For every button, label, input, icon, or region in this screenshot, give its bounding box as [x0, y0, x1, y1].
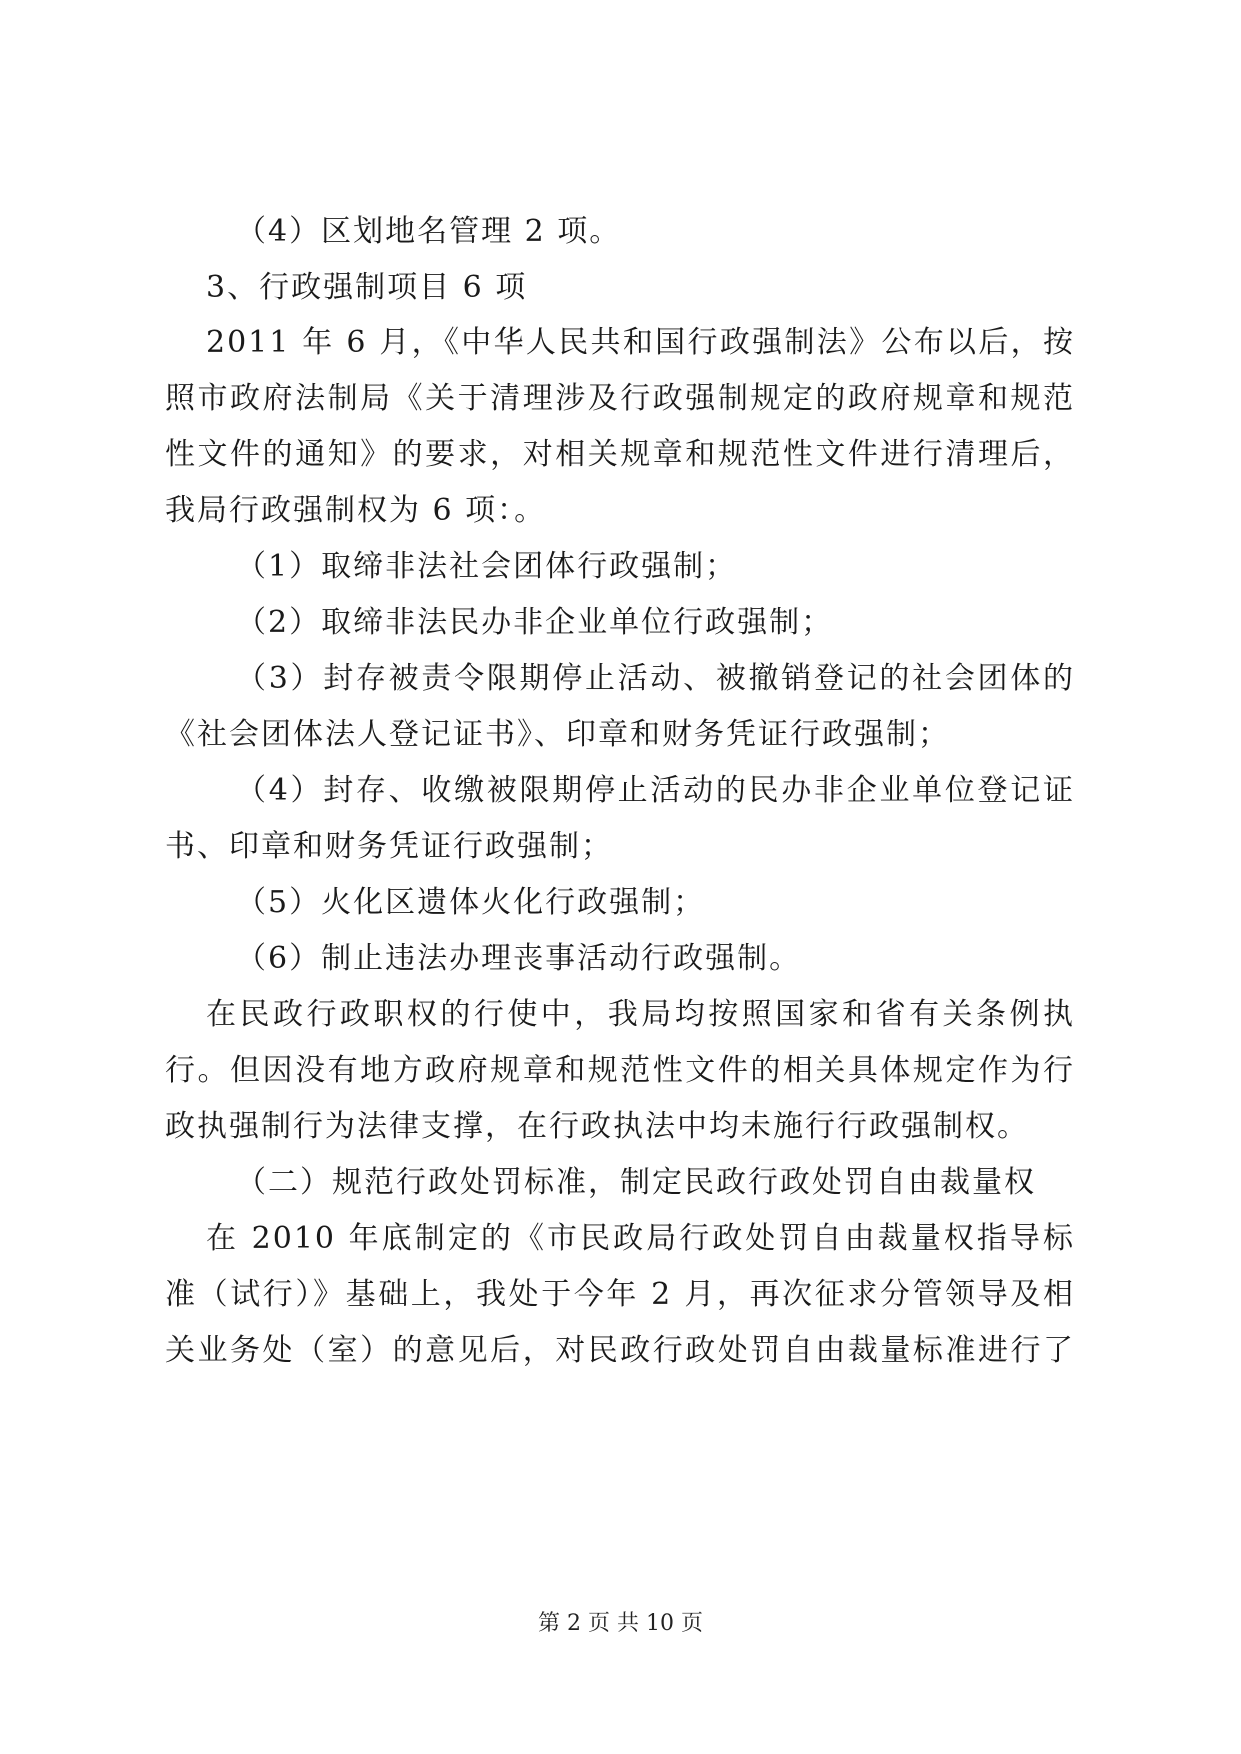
text-line-content: （二）规范行政处罚标准，制定民政行政处罚自由裁量权	[236, 1165, 1036, 1200]
text-line-content: （2）取缔非法民办非企业单位行政强制；	[236, 605, 834, 640]
page-number: 第 2 页 共 10 页	[538, 1611, 703, 1636]
text-line-content: 性文件的通知》的要求，对相关规章和规范性文件进行清理后，	[165, 437, 1075, 472]
text-line-content: 在民政行政职权的行使中，我局均按照国家和省有关条例执	[206, 997, 1075, 1032]
text-line-content: 在 2010 年底制定的《市民政局行政处罚自由裁量权指导标	[206, 1221, 1075, 1256]
text-line-content: 行。但因没有地方政府规章和规范性文件的相关具体规定作为行	[165, 1053, 1075, 1088]
text-line-content: 政执强制行为法律支撑，在行政执法中均未施行行政强制权。	[165, 1109, 1029, 1144]
page-footer	[0, 1610, 1241, 1638]
text-line-content: （4）区划地名管理 2 项。	[236, 214, 622, 249]
text-line-content: 3、行政强制项目 6 项	[206, 270, 528, 305]
text-line-content: （6）制止违法办理丧事活动行政强制。	[236, 941, 802, 976]
text-line-content: （1）取缔非法社会团体行政强制；	[236, 549, 738, 584]
text-line-content: （4）封存、收缴被限期停止活动的民办非企业单位登记证	[236, 773, 1075, 808]
text-line-content: （3）封存被责令限期停止活动、被撤销登记的社会团体的	[236, 661, 1075, 696]
text-line-content: （5）火化区遗体火化行政强制；	[236, 885, 706, 920]
text-line-content: 照市政府法制局《关于清理涉及行政强制规定的政府规章和规范	[165, 381, 1075, 416]
text-line-content: 2011 年 6 月，《中华人民共和国行政强制法》公布以后，按	[206, 325, 1075, 360]
text-line-content: 准（试行）》基础上，我处于今年 2 月，再次征求分管领导及相	[165, 1277, 1075, 1312]
text-line-content: 书、印章和财务凭证行政强制；	[165, 829, 613, 864]
text-line-content: 《社会团体法人登记证书》、印章和财务凭证行政强制；	[165, 717, 950, 752]
text-line-content: 我局行政强制权为 6 项：。	[165, 493, 547, 528]
text-line-content: 关业务处（室）的意见后，对民政行政处罚自由裁量标准进行了	[165, 1333, 1075, 1368]
